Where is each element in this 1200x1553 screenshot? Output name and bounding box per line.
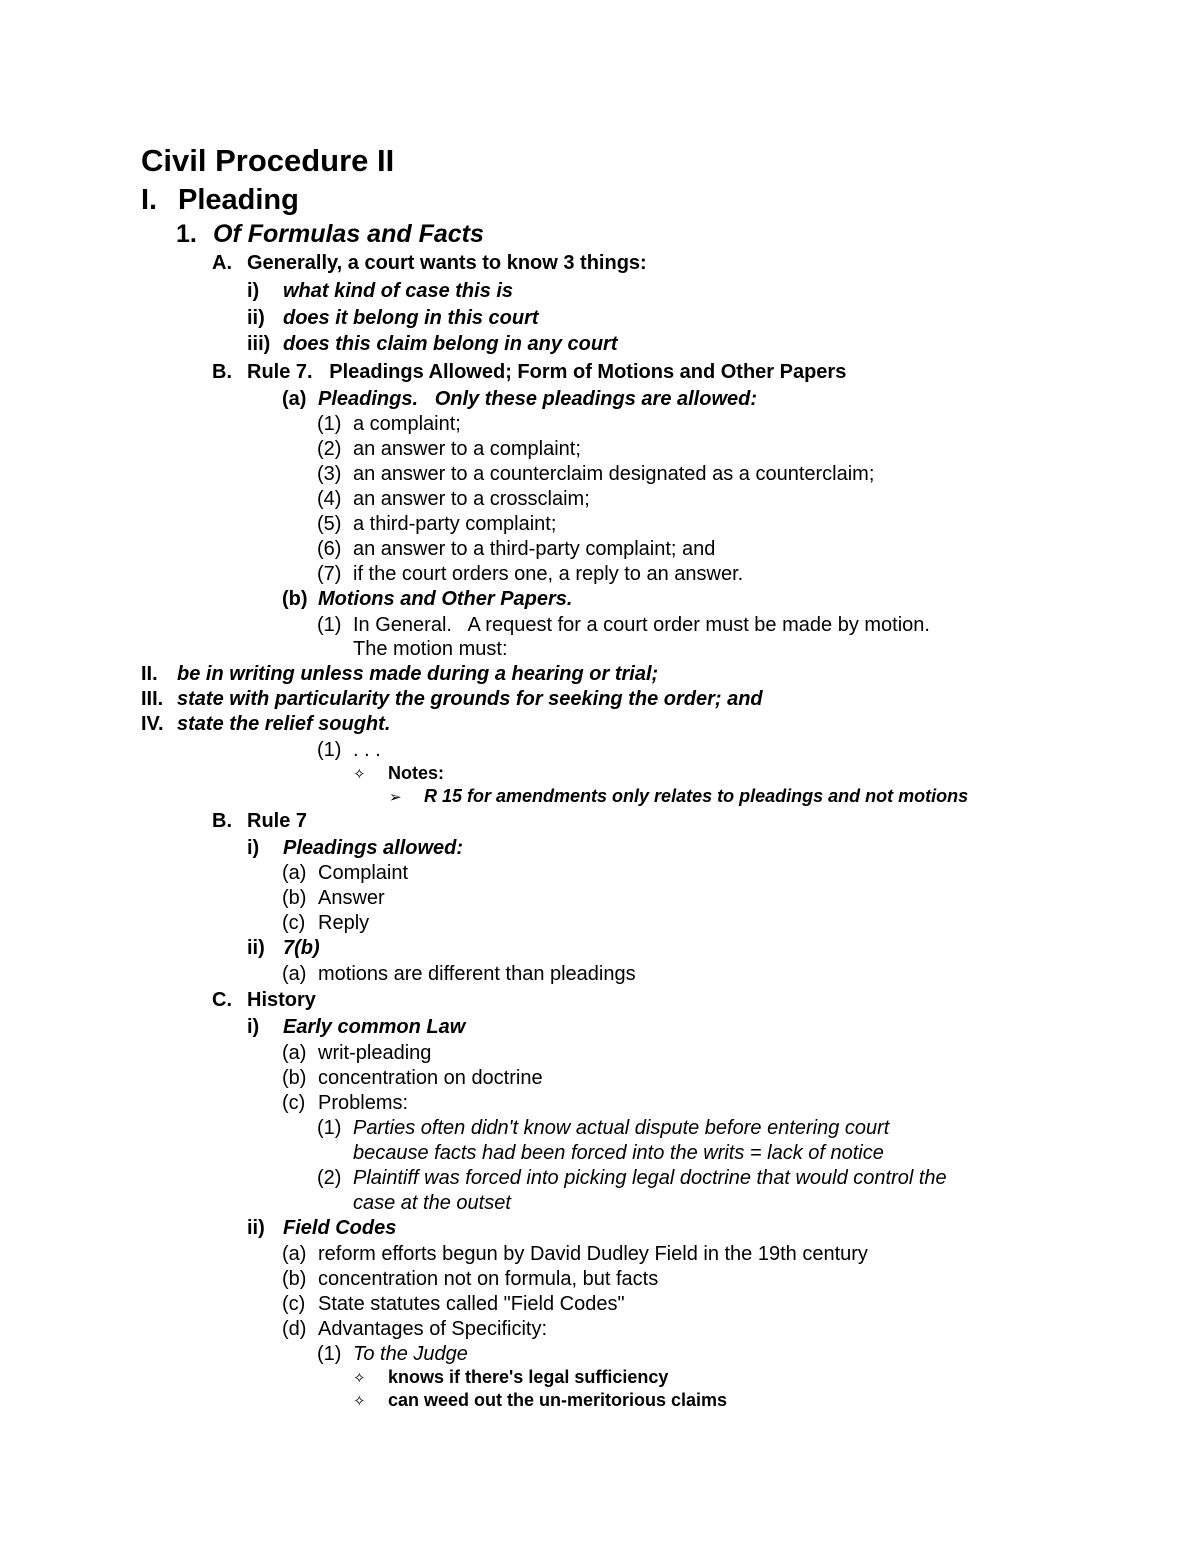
arrow-bullet-icon: ➢ [389,789,402,806]
outline-text: Generally, a court wants to know 3 things: [247,252,647,274]
list-text: Early common Law [283,1016,466,1038]
section-label: Pleading [178,184,299,216]
list-item [317,740,381,760]
list-text: Plaintiff was forced into picking legal doctrine that would control the [353,1167,947,1189]
list-marker: (a) [282,388,307,410]
list-marker: (5) [317,513,342,535]
note-item [389,787,968,805]
list-item [317,514,556,534]
list-marker: (7) [317,563,342,585]
list-item [282,1244,868,1264]
list-text: In General. A request for a court order must be made by motion. [353,614,930,636]
list-marker: (c) [282,912,306,934]
list-text: motions are different than pleadings [318,963,636,985]
list-text: Pleadings. Only these pleadings are allowed: [318,388,758,410]
list-marker: (d) [282,1318,307,1340]
roman-marker: III. [141,688,164,710]
list-item [247,1218,396,1238]
roman-item [141,689,763,709]
list-item [282,863,408,883]
list-item [247,1017,465,1037]
list-text: Answer [318,887,385,909]
list-item [317,489,590,509]
list-marker: (a) [282,862,307,884]
list-item [282,1269,658,1289]
list-marker: (4) [317,488,342,510]
list-item [247,308,539,328]
outline-item-C [212,990,316,1010]
list-item [247,334,618,354]
list-text: Reply [318,912,370,934]
roman-text: be in writing unless made during a hearing or trial; [177,663,659,685]
list-item [282,589,572,609]
outline-item-B [212,811,307,831]
list-marker: (2) [317,1167,342,1189]
bullet-item [353,1368,668,1386]
bullet-text: knows if there's legal sufficiency [388,1367,669,1387]
list-marker: (1) [317,1343,342,1365]
list-item [282,964,636,984]
list-marker: (a) [282,1042,307,1064]
list-text: writ-pleading [318,1042,432,1064]
list-item [317,1118,889,1138]
list-marker: (a) [282,963,307,985]
list-text: Advantages of Specificity: [318,1318,548,1340]
roman-marker: IV. [141,713,164,735]
list-item [317,539,715,559]
roman-text: state with particularity the grounds for seeking the order; and [177,688,763,710]
list-text: 7(b) [283,937,320,959]
list-text: if the court orders one, a reply to an answer. [353,563,744,585]
list-item [282,1068,543,1088]
diamond-bullet-icon: ✧ [353,766,366,783]
list-text: an answer to a crossclaim; [353,488,590,510]
notes-item [353,764,444,782]
list-item [282,888,385,908]
list-marker: (c) [282,1092,306,1114]
list-marker: (3) [317,463,342,485]
list-text: Complaint [318,862,409,884]
list-text: concentration not on formula, but facts [318,1268,659,1290]
list-marker: i) [247,1016,260,1038]
list-text: concentration on doctrine [318,1067,543,1089]
list-text: a third-party complaint; [353,513,557,535]
subsection-label: Of Formulas and Facts [213,220,484,248]
list-marker: (b) [282,887,307,909]
outline-item-B [212,362,846,382]
roman-text: state the relief sought. [177,713,391,735]
list-marker: (a) [282,1243,307,1265]
list-marker: ii) [247,1217,265,1239]
outline-item-A [212,253,647,273]
notes-label: Notes: [388,763,445,783]
list-item [247,838,463,858]
list-text: a complaint; [353,413,461,435]
section-heading [141,186,299,215]
subsection-heading [176,222,484,247]
note-text: R 15 for amendments only relates to pleadings and not motions [424,786,969,806]
bullet-text: can weed out the un-meritorious claims [388,1390,728,1410]
list-item [282,389,757,409]
outline-text: History [247,989,316,1011]
list-text: what kind of case this is [283,280,514,302]
list-item [317,615,930,635]
list-item [282,913,369,933]
list-marker: (1) [317,739,342,761]
roman-marker: II. [141,663,158,685]
roman-item [141,664,658,684]
diamond-bullet-icon: ✧ [353,1370,366,1387]
roman-item [141,714,390,734]
list-item [317,464,874,484]
document-title: Civil Procedure II [141,143,395,178]
list-marker: ii) [247,937,265,959]
outline-marker: B. [212,810,232,832]
list-marker: (1) [317,413,342,435]
list-text: an answer to a third-party complaint; and [353,538,716,560]
list-marker: ii) [247,307,265,329]
outline-marker: A. [212,252,232,274]
list-marker: iii) [247,333,271,355]
list-item [247,281,513,301]
list-marker: i) [247,280,260,302]
list-item [317,564,743,584]
outline-text: Rule 7. Pleadings Allowed; Form of Motions and Other Papers [247,361,847,383]
list-text: reform efforts begun by David Dudley Field in the 19th century [318,1243,868,1265]
list-item [317,414,461,434]
list-marker: (1) [317,1117,342,1139]
list-text: Motions and Other Papers. [318,588,573,610]
list-text: Field Codes [283,1217,397,1239]
list-item [317,1344,468,1364]
list-marker: (2) [317,438,342,460]
list-marker: (c) [282,1293,306,1315]
list-marker: (6) [317,538,342,560]
list-text: an answer to a complaint; [353,438,581,460]
list-item [282,1294,625,1314]
list-item [282,1319,547,1339]
list-text-continuation: The motion must: [353,638,508,660]
list-item [282,1093,408,1113]
list-marker: i) [247,837,260,859]
list-text: an answer to a counterclaim designated as a counterclaim; [353,463,875,485]
list-text: Parties often didn't know actual dispute before entering court [353,1117,890,1139]
bullet-item [353,1391,727,1409]
section-marker: I. [141,184,158,216]
outline-marker: B. [212,361,232,383]
list-marker: (b) [282,588,308,610]
list-item [317,439,581,459]
list-text: To the Judge [353,1343,468,1365]
list-marker: (b) [282,1268,307,1290]
list-item [317,1168,947,1188]
list-text-continuation: because facts had been forced into the writs = lack of notice [353,1142,884,1164]
subsection-marker: 1. [176,220,197,248]
diamond-bullet-icon: ✧ [353,1393,366,1410]
list-text: . . . [353,739,381,761]
list-item [282,1043,431,1063]
list-text: Pleadings allowed: [283,837,464,859]
list-text-continuation: case at the outset [353,1192,511,1214]
list-text: Problems: [318,1092,409,1114]
list-marker: (1) [317,614,342,636]
list-marker: (b) [282,1067,307,1089]
outline-text: Rule 7 [247,810,308,832]
list-text: does this claim belong in any court [283,333,618,355]
list-text: does it belong in this court [283,307,539,329]
outline-marker: C. [212,989,232,1011]
list-text: State statutes called "Field Codes" [318,1293,625,1315]
list-item [247,938,320,958]
